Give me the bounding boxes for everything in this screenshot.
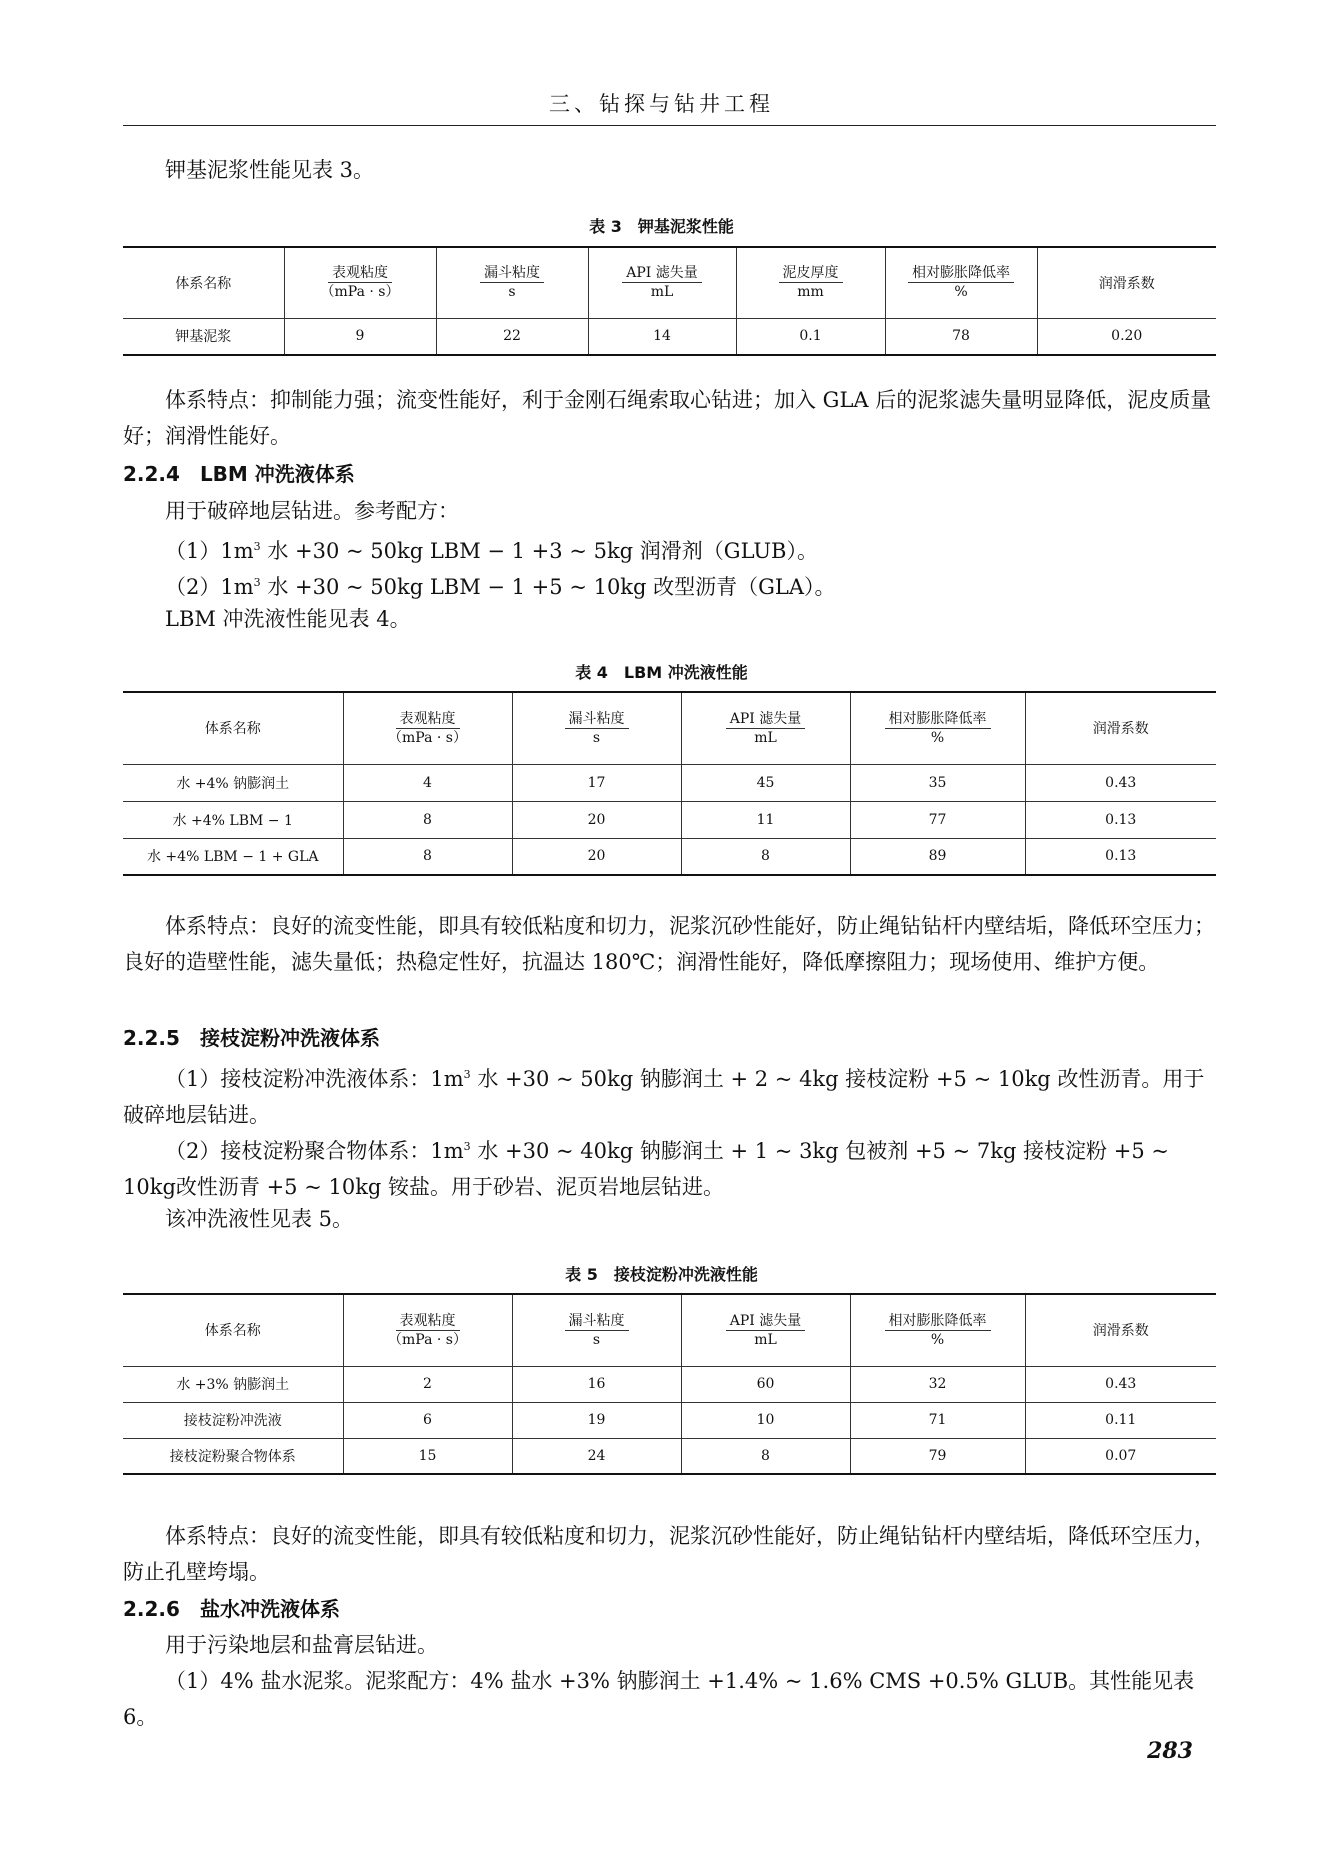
table-cell: 35 — [850, 764, 1025, 801]
table-row — [123, 1402, 1216, 1438]
table-cell: 15 — [343, 1438, 512, 1474]
table3-caption: 表 3 钾基泥浆性能 — [589, 217, 734, 236]
header-cell: 润滑系数 — [1025, 1294, 1216, 1366]
table-cell: 钾基泥浆 — [123, 318, 284, 355]
table-cell: 接枝淀粉冲洗液 — [123, 1402, 343, 1438]
table-cell: 水 +4% 钠膨润土 — [123, 764, 343, 801]
formula-1: $(1)1m^3$ 水 +30 ~ 50kg LBM − 1 +3 ~ 5kg 润滑剂（GLUB）。 — [165, 539, 818, 563]
table-cell: 8 — [343, 801, 512, 838]
table-cell: 17 — [512, 764, 681, 801]
header-cell: 体系名称 — [123, 1294, 343, 1366]
table4 — [123, 691, 1216, 876]
table-row — [123, 838, 1216, 875]
table-cell: 0.20 — [1037, 318, 1216, 355]
table-cell: 0.43 — [1025, 764, 1216, 801]
table-cell: 水 +3% 钠膨润土 — [123, 1366, 343, 1402]
table4-caption: 表 4 LBM 冲洗液性能 — [575, 663, 748, 682]
table-cell: 11 — [681, 801, 850, 838]
table-cell: 71 — [850, 1402, 1025, 1438]
features-table4: 体系特点：良好的流变性能，即具有较低粘度和切力，泥浆沉砂性能好，防止绳钻钻杆内壁结垢，降低环空压力；良好的造壁性能，滤失量低；热稳定性好，抗温达 180℃；润滑性能好，降低摩擦阻力；现场使用、维护方便。 — [123, 914, 1215, 974]
header-cell: 表观粘度 （mPa · s） — [343, 1294, 512, 1366]
features-table5: 体系特点：良好的流变性能，即具有较低粘度和切力，泥浆沉砂性能好，防止绳钻钻杆内壁结垢，降低环空压力，防止孔壁垮塌。 — [123, 1524, 1215, 1584]
table-cell: 水 +4% LBM − 1 + GLA — [123, 838, 343, 875]
table-cell: 16 — [512, 1366, 681, 1402]
table-cell: 20 — [512, 801, 681, 838]
table-cell: 89 — [850, 838, 1025, 875]
section-heading-2-2-4: 2.2.4 LBM 冲洗液体系 — [123, 462, 355, 486]
table-cell: 60 — [681, 1366, 850, 1402]
table-row — [123, 764, 1216, 801]
table-row — [123, 1438, 1216, 1474]
header-cell: 泥皮厚度 mm — [736, 247, 885, 318]
header-cell: 润滑系数 — [1037, 247, 1216, 318]
formula-2: $(2)1m^3$ 水 +30 ~ 50kg LBM − 1 +5 ~ 10kg 改型沥青（GLA）。 — [165, 575, 836, 599]
intro-table4: LBM 冲洗液性能见表 4。 — [165, 607, 411, 631]
table-cell: 0.43 — [1025, 1366, 1216, 1402]
table-header-row — [123, 247, 1216, 318]
table5-caption: 表 5 接枝淀粉冲洗液性能 — [565, 1265, 758, 1284]
table-cell: 78 — [885, 318, 1037, 355]
table-cell: 45 — [681, 764, 850, 801]
page-number: 283 — [1147, 1738, 1193, 1764]
header-cell: API 滤失量 mL — [681, 1294, 850, 1366]
header-cell: API 滤失量 mL — [681, 692, 850, 764]
section-heading-2-2-5: 2.2.5 接枝淀粉冲洗液体系 — [123, 1026, 380, 1050]
table-cell: 接枝淀粉聚合物体系 — [123, 1438, 343, 1474]
paragraph: 用于污染地层和盐膏层钻进。 — [165, 1633, 438, 1657]
table-cell: 10 — [681, 1402, 850, 1438]
header-cell: 相对膨胀降低率 % — [885, 247, 1037, 318]
table-cell: 0.13 — [1025, 801, 1216, 838]
table-cell: 32 — [850, 1366, 1025, 1402]
header-cell: 润滑系数 — [1025, 692, 1216, 764]
header-cell: 体系名称 — [123, 692, 343, 764]
header-cell: 表观粘度 （mPa · s） — [343, 692, 512, 764]
table-cell: 79 — [850, 1438, 1025, 1474]
header-cell: 表观粘度 （mPa · s） — [284, 247, 436, 318]
header-cell: API 滤失量 mL — [588, 247, 736, 318]
header-cell: 体系名称 — [123, 247, 284, 318]
table-cell: 24 — [512, 1438, 681, 1474]
table-cell: 0.11 — [1025, 1402, 1216, 1438]
header-cell: 相对膨胀降低率 % — [850, 692, 1025, 764]
paragraph: （1）4% 盐水泥浆。泥浆配方：4% 盐水 +3% 钠膨润土 +1.4% ~ 1.6% CMS +0.5% GLUB。其性能见表 6。 — [123, 1669, 1195, 1729]
table-cell: 9 — [284, 318, 436, 355]
header-cell: 漏斗粘度 s — [512, 1294, 681, 1366]
table-cell: 14 — [588, 318, 736, 355]
table3 — [123, 246, 1216, 356]
table-header-row — [123, 1294, 1216, 1366]
header-cell: 相对膨胀降低率 % — [850, 1294, 1025, 1366]
table-cell: 77 — [850, 801, 1025, 838]
table-cell: 0.07 — [1025, 1438, 1216, 1474]
table-cell: 水 +4% LBM − 1 — [123, 801, 343, 838]
formula-3: （1）接枝淀粉冲洗液体系：$1m^3$ 水 +30 ~ 50kg 钠膨润土 + 2 ~ 4kg 接枝淀粉 +5 ~ 10kg 改性沥青。用于破碎地层钻进。 — [123, 1067, 1205, 1127]
intro-table3: 钾基泥浆性能见表 3。 — [165, 158, 375, 182]
table-cell: 2 — [343, 1366, 512, 1402]
intro-table5: 该冲洗液性见表 5。 — [165, 1207, 354, 1231]
table-cell: 22 — [436, 318, 588, 355]
table-row — [123, 1366, 1216, 1402]
table-row — [123, 801, 1216, 838]
table-cell: 0.13 — [1025, 838, 1216, 875]
table-header-row — [123, 692, 1216, 764]
section-heading-2-2-6: 2.2.6 盐水冲洗液体系 — [123, 1597, 340, 1621]
header-rule — [123, 125, 1216, 126]
header-cell: 漏斗粘度 s — [436, 247, 588, 318]
table-cell: 6 — [343, 1402, 512, 1438]
table-cell: 20 — [512, 838, 681, 875]
running-head: 三、钻探与钻井工程 — [549, 92, 774, 116]
table-cell: 19 — [512, 1402, 681, 1438]
table-row — [123, 318, 1216, 355]
table-cell: 8 — [681, 1438, 850, 1474]
table5 — [123, 1293, 1216, 1475]
features-table3: 体系特点：抑制能力强；流变性能好，利于金刚石绳索取心钻进；加入 GLA 后的泥浆滤失量明显降低，泥皮质量好；润滑性能好。 — [123, 388, 1212, 448]
table-cell: 8 — [681, 838, 850, 875]
table-cell: 4 — [343, 764, 512, 801]
table-cell: 0.1 — [736, 318, 885, 355]
paragraph: 用于破碎地层钻进。参考配方： — [165, 499, 459, 523]
formula-4: （2）接枝淀粉聚合物体系：$1m^3$ 水 +30 ~ 40kg 钠膨润土 + 1 ~ 3kg 包被剂 +5 ~ 7kg 接枝淀粉 +5 ~ 10kg改性沥青 +5 ~ 10kg 铵盐。用于砂岩、泥页岩地层钻进。 — [123, 1139, 1169, 1199]
header-cell: 漏斗粘度 s — [512, 692, 681, 764]
table-cell: 8 — [343, 838, 512, 875]
